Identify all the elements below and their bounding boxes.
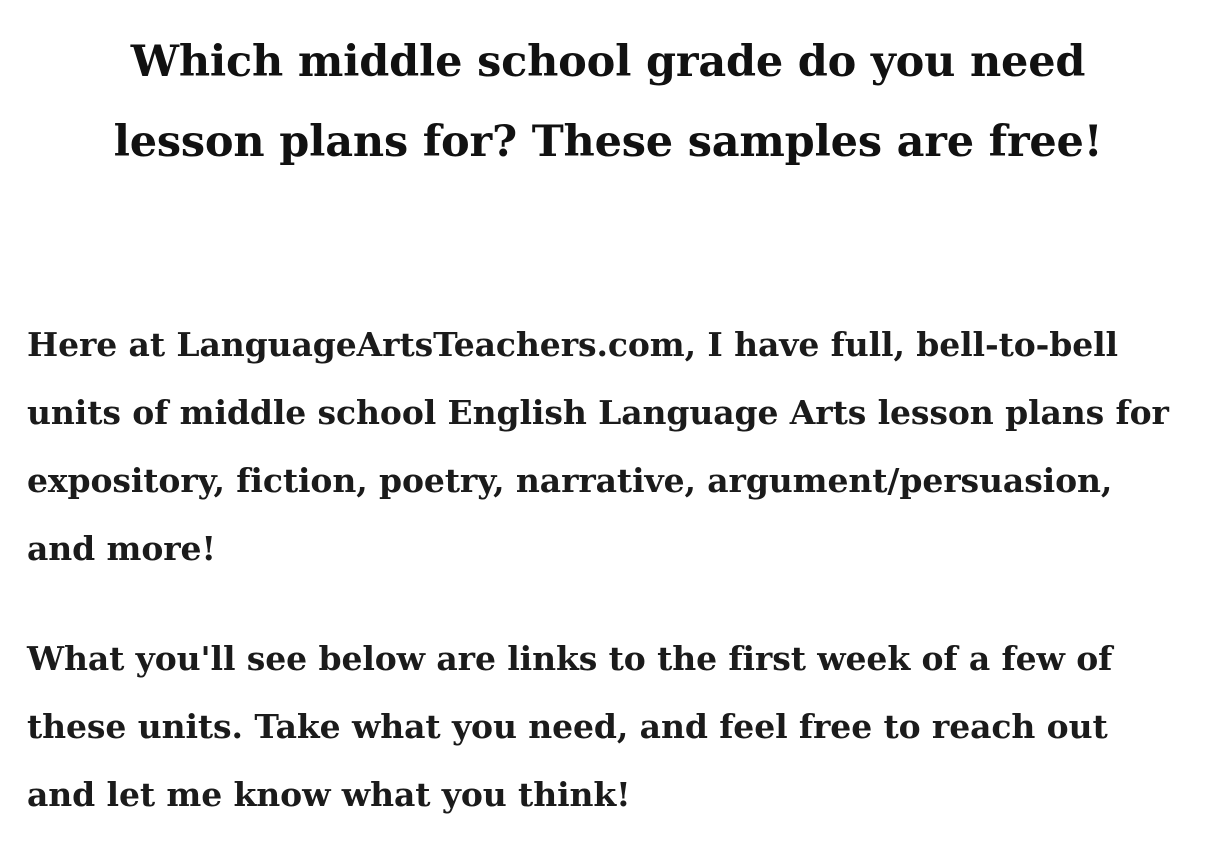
paragraph-links-note: What you'll see below are links to the first week of a few of these units. Take what you need, and feel free to reach out and let me know what you think! [27, 638, 1113, 814]
article-body [0, 311, 1216, 829]
paragraph-intro: Here at LanguageArtsTeachers.com, I have full, bell-to-bell units of middle school English Language Arts lesson plans for expository, fiction, poetry, narrative, argument/persuasion, and more! [27, 324, 1169, 568]
page-title: Which middle school grade do you need lesson plans for? These samples are free! [113, 37, 1103, 168]
